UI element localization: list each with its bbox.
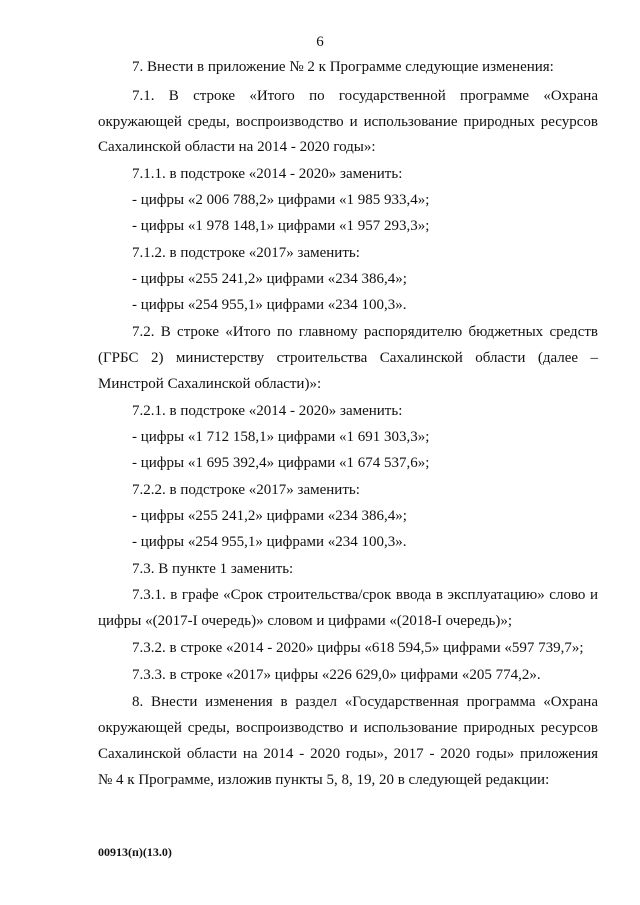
item-7-1-1: 7.1.1. в подстроке «2014 - 2020» заменить: bbox=[132, 166, 403, 182]
item-7-1-2-change-1: - цифры «255 241,2» цифрами «234 386,4»; bbox=[132, 271, 407, 287]
paragraph-8-line-1: 8. Внести изменения в раздел «Государственная программа «Охрана bbox=[132, 694, 598, 710]
item-7-1-1-change-1: - цифры «2 006 788,2» цифрами «1 985 933,4»; bbox=[132, 192, 430, 208]
item-7-2-1-change-1: - цифры «1 712 158,1» цифрами «1 691 303,3»; bbox=[132, 429, 430, 445]
paragraph-8-line-3: Сахалинской области на 2014 - 2020 годы», 2017 - 2020 годы» приложения bbox=[98, 746, 598, 762]
paragraph-7-3: 7.3. В пункте 1 заменить: bbox=[132, 561, 294, 577]
item-7-1-2-change-2: - цифры «254 955,1» цифрами «234 100,3». bbox=[132, 297, 407, 313]
paragraph-8-line-2: окружающей среды, воспроизводство и использование природных ресурсов bbox=[98, 720, 598, 736]
paragraph-7-1-line-1: 7.1. В строке «Итого по государственной программе «Охрана bbox=[132, 88, 598, 104]
paragraph-7-2-line-3: Минстрой Сахалинской области)»: bbox=[98, 376, 322, 392]
paragraph-7-1-line-3: Сахалинской области на 2014 - 2020 годы»: bbox=[98, 139, 376, 155]
item-7-2-2-change-1: - цифры «255 241,2» цифрами «234 386,4»; bbox=[132, 508, 407, 524]
page-number: 6 bbox=[316, 34, 324, 50]
paragraph-7-heading: 7. Внести в приложение № 2 к Программе следующие изменения: bbox=[132, 59, 554, 75]
item-7-3-2: 7.3.2. в строке «2014 - 2020» цифры «618 594,5» цифрами «597 739,7»; bbox=[132, 640, 584, 656]
item-7-2-1-change-2: - цифры «1 695 392,4» цифрами «1 674 537,6»; bbox=[132, 455, 430, 471]
item-7-2-2-change-2: - цифры «254 955,1» цифрами «234 100,3». bbox=[132, 534, 407, 550]
item-7-1-2: 7.1.2. в подстроке «2017» заменить: bbox=[132, 245, 360, 261]
paragraph-7-2-line-1: 7.2. В строке «Итого по главному распорядителю бюджетных средств bbox=[132, 324, 598, 340]
item-7-3-1-line-1: 7.3.1. в графе «Срок строительства/срок ввода в эксплуатацию» слово и bbox=[132, 587, 598, 603]
document-code-footer: 00913(п)(13.0) bbox=[98, 845, 172, 859]
item-7-3-3: 7.3.3. в строке «2017» цифры «226 629,0» цифрами «205 774,2». bbox=[132, 667, 541, 683]
item-7-2-2: 7.2.2. в подстроке «2017» заменить: bbox=[132, 482, 360, 498]
paragraph-7-2-line-2: (ГРБС 2) министерству строительства Сахалинской области (далее – bbox=[98, 350, 598, 366]
item-7-1-1-change-2: - цифры «1 978 148,1» цифрами «1 957 293,3»; bbox=[132, 218, 430, 234]
item-7-2-1: 7.2.1. в подстроке «2014 - 2020» заменить: bbox=[132, 403, 403, 419]
item-7-3-1-line-2: цифры «(2017-I очередь)» словом и цифрами «(2018-I очередь)»; bbox=[98, 613, 513, 629]
paragraph-7-1-line-2: окружающей среды, воспроизводство и использование природных ресурсов bbox=[98, 114, 598, 130]
paragraph-8-line-4: № 4 к Программе, изложив пункты 5, 8, 19, 20 в следующей редакции: bbox=[98, 772, 550, 788]
